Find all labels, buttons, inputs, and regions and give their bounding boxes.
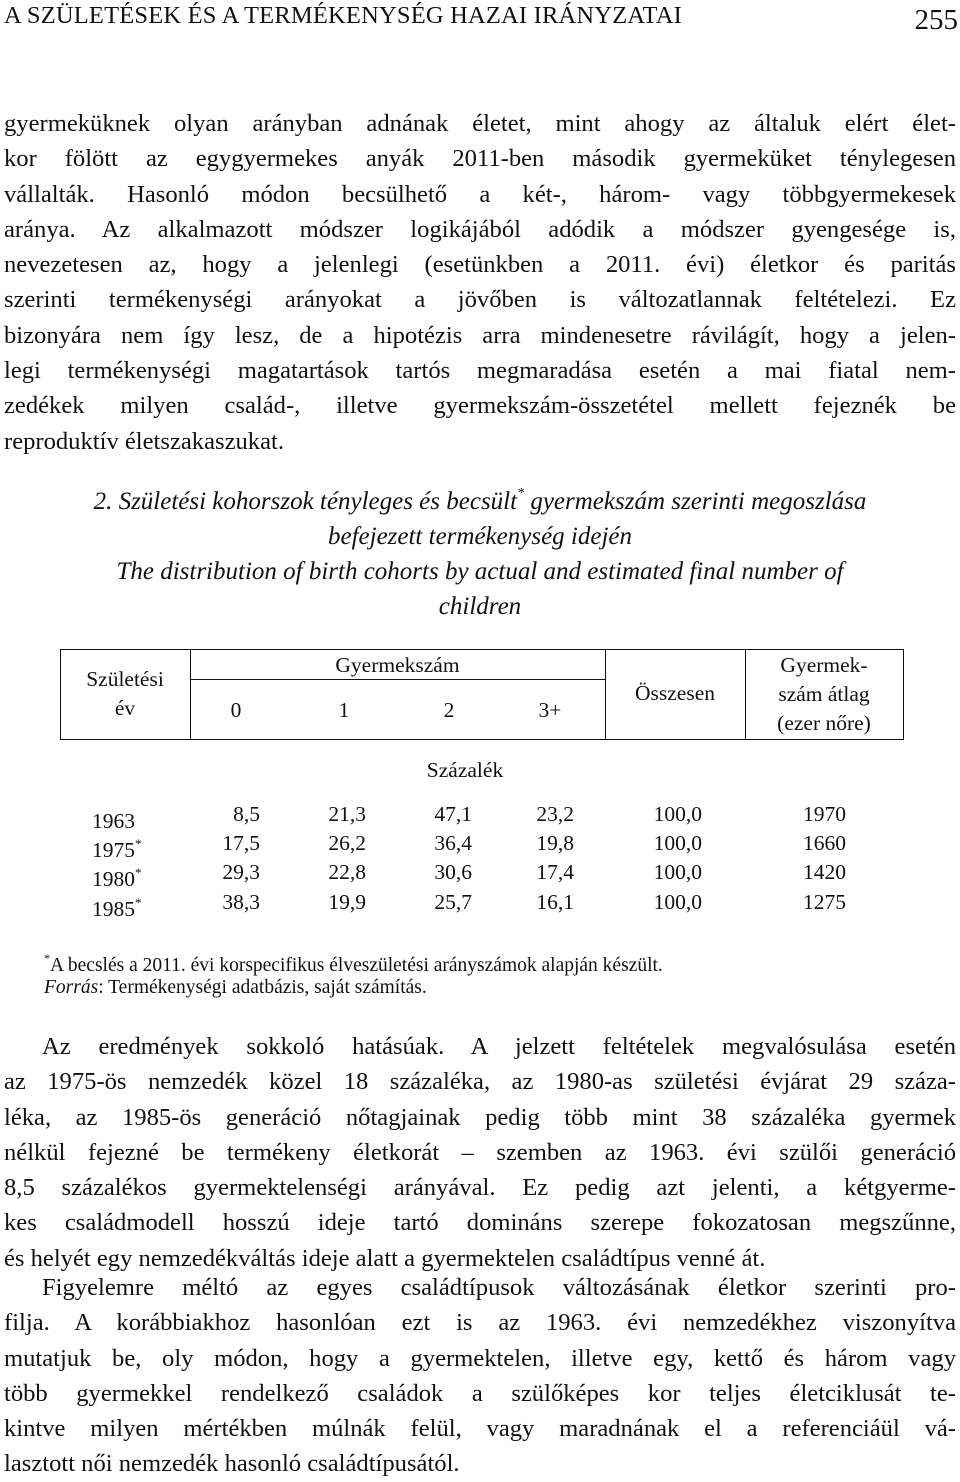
table-title-hu-line1: 2. Születési kohorszok tényleges és becsült* gyermekszám szerinti megoszlása [93, 486, 867, 515]
header-bottom-rule [60, 739, 904, 740]
text-line: nevezetesen az, hogy a jelenlegi (esetünkben a 2011. évi) életkor és paritás [4, 251, 956, 279]
text-line: szerinti termékenységi arányokat a jövőben is változatlannak feltételezi. Ez [4, 286, 956, 314]
cell-children-2: 47,1 [434, 802, 472, 826]
table-title-en-line2: children [438, 593, 522, 620]
cell-children-1: 19,9 [328, 890, 366, 914]
cell-children-0: 8,5 [233, 802, 260, 826]
cell-children-3plus: 19,8 [536, 831, 574, 855]
cell-children-1: 21,3 [328, 802, 366, 826]
text-line: filja. A korábbiakhoz hasonlóan ezt is az 1963. évi nemzedékhez viszonyítva [4, 1309, 956, 1337]
cell-average: 1660 [803, 831, 846, 855]
cell-average: 1275 [803, 890, 846, 914]
cell-children-2: 36,4 [434, 831, 472, 855]
cell-children-0: 38,3 [222, 890, 260, 914]
text-line: reproduktív életszakaszukat. [4, 427, 284, 455]
cell-year: 1963 [92, 809, 135, 833]
cell-year: 1975* [92, 836, 142, 862]
text-line: mutatjuk be, oly módon, hogy a gyermektelen, illetve egy, kettő és három vagy [4, 1344, 956, 1372]
cell-total: 100,0 [653, 831, 702, 855]
col-header-children-2: 2 [443, 698, 455, 722]
closing-paragraph-1 [4, 1029, 956, 1276]
text-line: az 1975-ös nemzedék közel 18 százaléka, az 1980-as születési évjárat 29 száza- [4, 1068, 956, 1096]
col-header-children-1: 1 [338, 698, 350, 722]
text-line: kes családmodell hosszú ideje tartó domináns szerepe fokozatosan megszűnne, [4, 1209, 956, 1237]
text-line: vállalták. Hasonló módon becsülhető a két-, három- vagy többgyermekesek [4, 180, 956, 208]
page-number: 255 [914, 4, 958, 36]
text-line: zedékek milyen család-, illetve gyermekszám-összetétel mellett fejeznék be [4, 392, 956, 420]
header-top-rule [60, 649, 904, 650]
text-line: kintve milyen mértékben múlnák felül, vagy maradnának el a referenciáül vá- [4, 1415, 956, 1443]
table-source: Forrás: Termékenységi adatbázis, saját számítás. [44, 977, 427, 998]
text-line: aránya. Az alkalmazott módszer logikájából adódik a módszer gyengesége is, [4, 215, 956, 243]
table-title-en-line1: The distribution of birth cohorts by actual and estimated final number of [116, 558, 844, 585]
text-line: nélkül fejezné be termékeny életkorát – szemben az 1963. évi szülői generáció [4, 1138, 956, 1166]
text-line: gyermeküknek olyan arányban adnának életet, mint ahogy az általuk elért élet- [4, 110, 956, 137]
table-title-hu-line2: befejezett termékenység idején [327, 523, 633, 550]
col-header-children-group: Gyermekszám [335, 653, 460, 677]
text-line: bizonyára nem így lesz, de a hipotézis arra mindenesetre rávilágít, hogy a jelen- [4, 321, 956, 349]
cell-children-0: 17,5 [222, 831, 260, 855]
col-header-children-0: 0 [230, 698, 242, 722]
cell-year: 1985* [92, 895, 142, 921]
text-line: kor fölött az egygyermekes anyák 2011-ben második gyermeküket ténylegesen [4, 145, 956, 173]
cell-total: 100,0 [653, 802, 702, 826]
text-line: 8,5 százalékos gyermektelenségi arányával. Ez pedig azt jelenti, a kétgyerme- [4, 1174, 956, 1202]
table-footnote: *A becslés a 2011. évi korspecifikus élveszületési arányszámok alapján készült. [44, 951, 663, 976]
closing-paragraph-2 [4, 1270, 956, 1482]
text-line: léka, az 1985-ös generáció nőtagjainak pedig több mint 38 százaléka gyermek [4, 1103, 956, 1131]
cell-children-1: 26,2 [328, 831, 366, 855]
estimate-star: * [517, 486, 525, 501]
text-line: legi termékenységi magatartások tartós megmaradása esetén a mai fiatal nem- [4, 357, 956, 385]
cell-children-2: 30,6 [434, 860, 472, 884]
cell-average: 1970 [803, 802, 846, 826]
cell-children-2: 25,7 [434, 890, 472, 914]
cell-children-3plus: 23,2 [536, 802, 574, 826]
text-line: Az eredmények sokkoló hatásúak. A jelzett feltételek megvalósulása esetén [42, 1033, 956, 1060]
col-header-children-3plus: 3+ [538, 698, 562, 722]
col-header-birth-year: Születési év [86, 667, 164, 720]
cell-children-0: 29,3 [222, 860, 260, 884]
cell-children-3plus: 17,4 [536, 860, 574, 884]
cell-total: 100,0 [653, 890, 702, 914]
cell-year: 1980* [92, 865, 142, 891]
running-head [0, 0, 960, 50]
text-line: és helyét egy nemzedékváltás ideje alatt a gyermektelen családtípus venné át. [4, 1244, 766, 1272]
col-header-total: Összesen [634, 681, 715, 705]
cell-children-1: 22,8 [328, 860, 366, 884]
text-line: lasztott női nemzedék hasonló családtípusától. [4, 1450, 460, 1478]
cell-children-3plus: 16,1 [536, 890, 574, 914]
intro-paragraph [4, 106, 956, 459]
running-head-title: A SZÜLETÉSEK ÉS A TERMÉKENYSÉG HAZAI IRÁNYZATAI [4, 2, 682, 29]
text-line: Figyelemre méltó az egyes családtípusok változásának életkor szerinti pro- [42, 1274, 956, 1301]
unit-label: Százalék [426, 758, 504, 782]
header-divider [903, 649, 904, 740]
cell-average: 1420 [803, 860, 846, 884]
text-line: több gyermekkel rendelkező családok a szülőképes kor teljes életciklusát te- [4, 1379, 956, 1407]
col-header-average: Gyermek- szám átlag (ezer nőre) [777, 653, 871, 735]
cell-total: 100,0 [653, 860, 702, 884]
table-title [0, 476, 960, 624]
